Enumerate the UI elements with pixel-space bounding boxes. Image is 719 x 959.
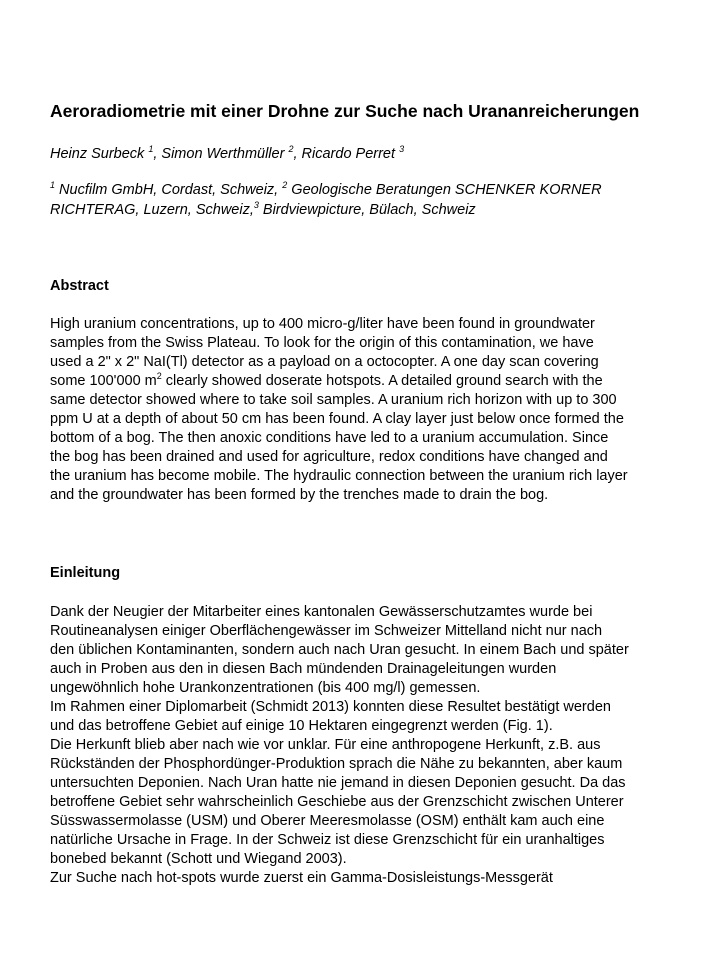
author-affiliation-number: 3 (399, 144, 405, 155)
superscript: 2 (156, 371, 162, 382)
author-separator: , (153, 146, 162, 162)
text-line: Dank der Neugier der Mitarbeiter eines kantonalen Gewässerschutzamtes wurde bei (50, 604, 593, 620)
affiliation-line (50, 180, 690, 200)
text-line: same detector showed where to take soil samples. A uranium rich horizon with up to 300 (50, 392, 617, 408)
text-line: High uranium concentrations, up to 400 micro-g/liter have been found in groundwater (50, 316, 595, 332)
affiliation-text: RICHTERAG, Luzern, Schweiz, (50, 202, 254, 218)
einleitung-body (50, 603, 690, 888)
text-line: Rückständen der Phosphordünger-Produktion sprach die Nähe zu bekannten, aber kaum (50, 756, 623, 772)
author-name: Heinz Surbeck (50, 146, 145, 162)
text-line: ppm U at a depth of about 50 cm has been found. A clay layer just below once formed the (50, 411, 624, 427)
abstract-heading: Abstract (50, 278, 109, 294)
text-line: Routineanalysen einiger Oberflächengewässer im Schweizer Mittelland nicht nur nach (50, 623, 603, 639)
text-line: untersuchten Deponien. Nach Uran hatte nie jemand in diesen Deponien gesucht. Da das (50, 775, 626, 791)
affiliation-line (50, 200, 690, 220)
text-line: betroffene Gebiet sehr wahrscheinlich Geschiebe aus der Grenzschicht zwischen Unterer (50, 794, 624, 810)
author-list (50, 144, 690, 164)
text-line: the bog has been drained and used for agriculture, redox conditions have changed and (50, 449, 608, 465)
text-line: auch in Proben aus den in diesen Bach mündenden Drainageleitungen wurden (50, 661, 557, 677)
author-name: Simon Werthmüller (161, 146, 285, 162)
affiliation-number: 3 (253, 200, 259, 211)
abstract-body (50, 315, 690, 505)
einleitung-heading: Einleitung (50, 565, 121, 581)
text-line: Zur Suche nach hot-spots wurde zuerst ein Gamma-Dosisleistungs-Messgerät (50, 870, 553, 886)
text-line: Im Rahmen einer Diplomarbeit (Schmidt 2013) konnten diese Resultet bestätigt werden (50, 699, 611, 715)
text-line: samples from the Swiss Plateau. To look for the origin of this contamination, we have (50, 335, 594, 351)
text-line: and the groundwater has been formed by the trenches made to drain the bog. (50, 487, 549, 503)
text-segment: some 100'000 m (50, 373, 157, 389)
paper-title: Aeroradiometrie mit einer Drohne zur Suche nach Urananreicherungen (50, 101, 640, 121)
text-line: used a 2" x 2" NaI(Tl) detector as a payload on a octocopter. A one day scan covering (50, 354, 599, 370)
text-line: ungewöhnlich hohe Urankonzentrationen (bis 400 mg/l) gemessen. (50, 680, 481, 696)
text-line: den üblichen Kontaminanten, sondern auch nach Uran gesucht. In einem Bach und später (50, 642, 629, 658)
author-separator: , (293, 146, 302, 162)
text-line: natürliche Ursache in Frage. In der Schweiz ist diese Grenzschicht für ein uranhaltiges (50, 832, 605, 848)
text-segment: clearly showed doserate hotspots. A detailed ground search with the (161, 373, 603, 389)
text-line: the uranium has become mobile. The hydraulic connection between the uranium rich layer (50, 468, 628, 484)
author-affiliation-number: 1 (148, 144, 154, 155)
affiliation-text: Nucfilm GmbH, Cordast, Schweiz, (55, 182, 283, 198)
text-line: Süsswassermolasse (USM) und Oberer Meeresmolasse (OSM) enthält kam auch eine (50, 813, 605, 829)
text-line: bonebed bekannt (Schott und Wiegand 2003). (50, 851, 347, 867)
affiliation-number: 1 (50, 180, 56, 191)
paper-page (50, 98, 690, 888)
text-line (50, 372, 690, 391)
author-name: Ricardo Perret (301, 146, 396, 162)
affiliation-text: Geologische Beratungen SCHENKER KORNER (287, 182, 602, 198)
affiliation-number: 2 (282, 180, 288, 191)
author-affiliation-number: 2 (288, 144, 294, 155)
text-line: bottom of a bog. The then anoxic conditions have led to a uranium accumulation. Since (50, 430, 609, 446)
text-line: und das betroffene Gebiet auf einige 10 Hektaren eingegrenzt werden (Fig. 1). (50, 718, 553, 734)
affiliation-text: Birdviewpicture, Bülach, Schweiz (258, 202, 476, 218)
affiliation-list (50, 180, 690, 220)
text-line: Die Herkunft blieb aber nach wie vor unklar. Für eine anthropogene Herkunft, z.B. aus (50, 737, 601, 753)
